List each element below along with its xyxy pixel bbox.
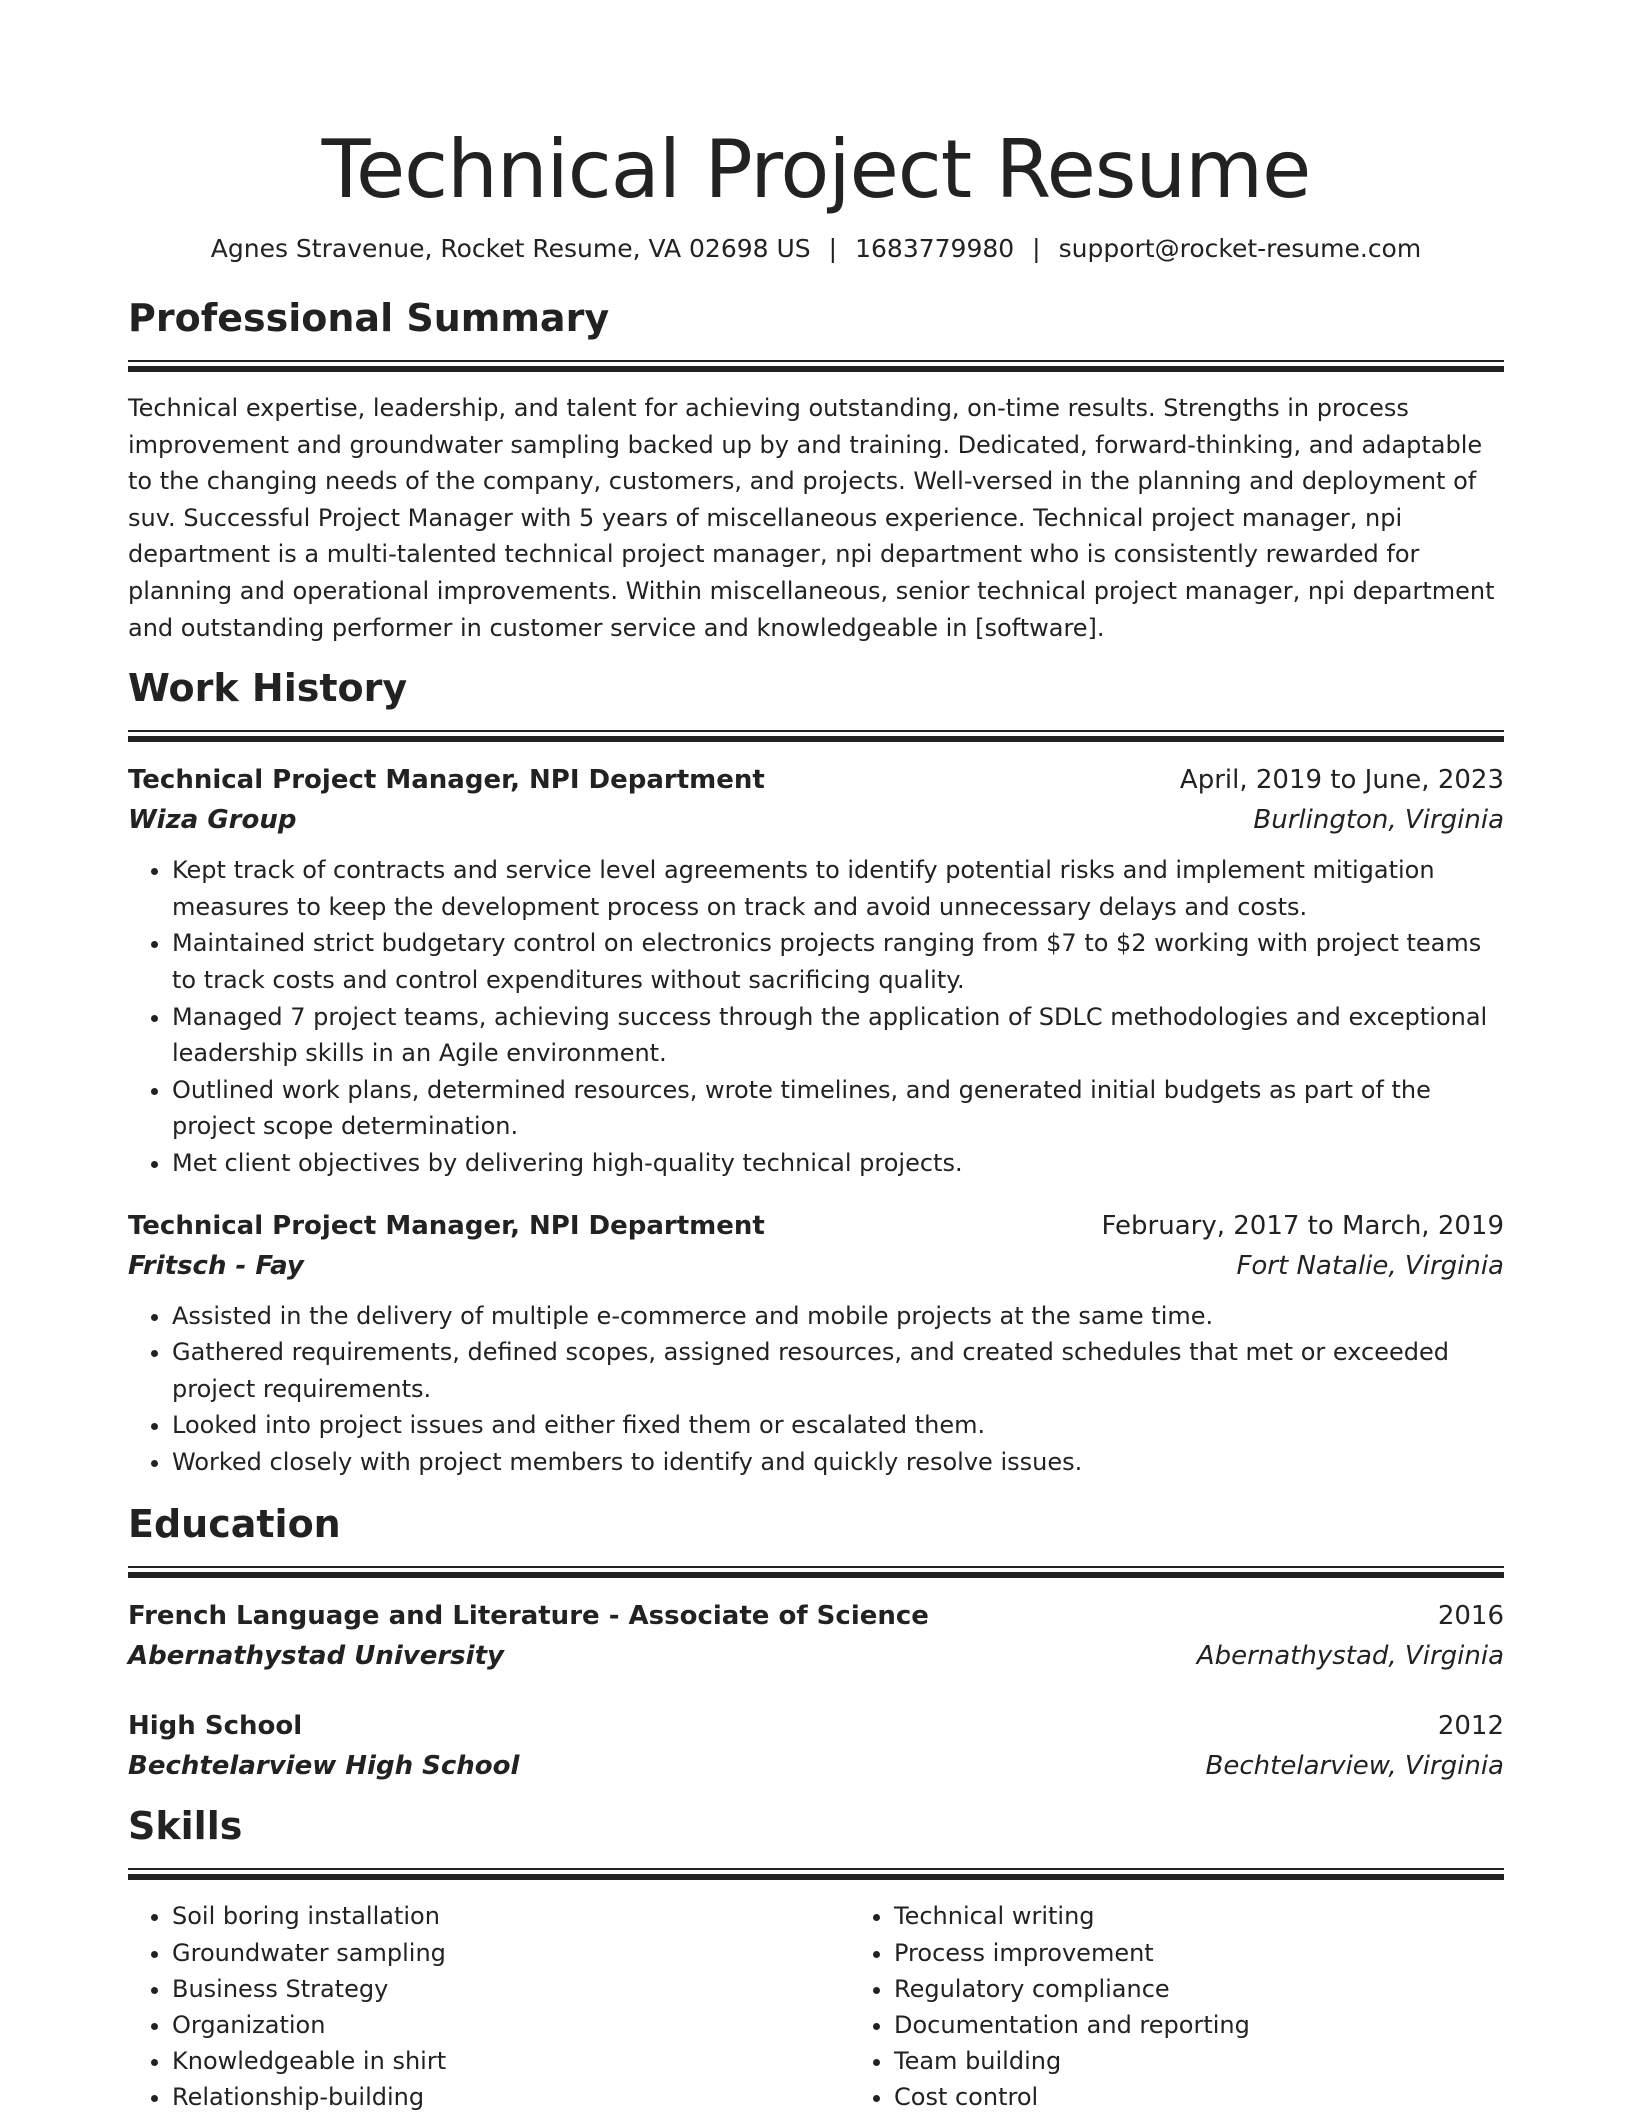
contact-email: support@rocket-resume.com xyxy=(1058,234,1422,263)
education-year: 2016 xyxy=(1437,1601,1504,1632)
job-bullet: • Assisted in the delivery of multiple e-commerce and mobile projects at the same time. xyxy=(172,1298,1504,1335)
summary-text: Technical expertise, leadership, and talent for achieving outstanding, on-time results. Strengths in process improvement and groundwater sampling backed up by and training. Dedicated, forward-thinking, and adaptable to the changing needs of the company, customers, and projects. Well-versed in the planning and deployment of suv. Successful Project Manager with 5 years of miscellaneous experience. Technical project manager, npi department is a multi-talented technical project manager, npi department who is consistently rewarded for planning and operational improvements. Within miscellaneous, senior technical project manager, npi department and outstanding performer in customer service and knowledgeable in [software]. xyxy=(128,394,1495,642)
job-dates: April, 2019 to June, 2023 xyxy=(1179,765,1504,796)
skills-list-right xyxy=(850,1898,1572,2115)
section-divider xyxy=(128,360,1504,372)
skill-item: • Process improvement xyxy=(894,1935,1572,1971)
job-bullet: • Maintained strict budgetary control on electronics projects ranging from $7 to $2 working with project teams to track costs and control expenditures without sacrificing quality. xyxy=(172,925,1504,998)
education-year: 2012 xyxy=(1437,1711,1504,1742)
education-entry xyxy=(128,1596,1504,1676)
resume-title: Technical Project Resume xyxy=(321,123,1311,216)
education-school: Abernathystad University xyxy=(128,1641,504,1672)
summary-heading: Professional Summary xyxy=(128,296,610,340)
skill-item: • Soil boring installation xyxy=(172,1898,850,1934)
skill-item: • Groundwater sampling xyxy=(172,1935,850,1971)
job-entry xyxy=(128,1206,1504,1481)
contact-phone: 1683779980 xyxy=(855,234,1015,263)
work-history-section xyxy=(128,664,1504,1480)
resume-page xyxy=(128,0,1504,2116)
skill-item: • Knowledgeable in shirt xyxy=(172,2043,850,2079)
skill-item: • Technical writing xyxy=(894,1898,1572,1934)
skill-item: • Cost control xyxy=(894,2079,1572,2115)
education-school: Bechtelarview High School xyxy=(128,1751,520,1782)
education-location: Abernathystad, Virginia xyxy=(1196,1641,1504,1672)
job-bullet: • Outlined work plans, determined resources, wrote timelines, and generated initial budgets as part of the project scope determination. xyxy=(172,1072,1504,1145)
section-divider xyxy=(128,730,1504,742)
skills-section xyxy=(128,1802,1504,2115)
job-bullet: • Gathered requirements, defined scopes, assigned resources, and created schedules that met or exceeded project requirements. xyxy=(172,1334,1504,1407)
skills-columns xyxy=(128,1898,1504,2115)
job-bullet: • Worked closely with project members to identify and quickly resolve issues. xyxy=(172,1444,1504,1481)
contact-separator: | xyxy=(1032,234,1041,263)
job-title: Technical Project Manager, NPI Department xyxy=(128,765,765,796)
skill-item: • Documentation and reporting xyxy=(894,2007,1572,2043)
job-location: Fort Natalie, Virginia xyxy=(1236,1250,1504,1281)
job-company: Wiza Group xyxy=(128,805,297,836)
education-entry xyxy=(128,1706,1504,1786)
skill-item: • Regulatory compliance xyxy=(894,1971,1572,2007)
work-history-heading: Work History xyxy=(128,666,408,711)
education-section xyxy=(128,1500,1504,1786)
job-bullets xyxy=(128,852,1504,1181)
job-bullet: • Met client objectives by delivering high-quality technical projects. xyxy=(172,1145,1504,1182)
summary-section xyxy=(128,294,1504,646)
skills-heading: Skills xyxy=(128,1804,243,1849)
job-company: Fritsch - Fay xyxy=(128,1250,304,1281)
skill-item: • Organization xyxy=(172,2007,850,2043)
job-bullets xyxy=(128,1298,1504,1481)
education-degree: High School xyxy=(128,1711,303,1742)
skill-item: • Team building xyxy=(894,2043,1572,2079)
job-bullet: • Looked into project issues and either fixed them or escalated them. xyxy=(172,1407,1504,1444)
contact-separator: | xyxy=(828,234,838,263)
contact-line xyxy=(128,232,1504,266)
section-divider xyxy=(128,1566,1504,1578)
skill-item: • Business Strategy xyxy=(172,1971,850,2007)
contact-address: Agnes Stravenue, Rocket Resume, VA 02698 US xyxy=(210,234,811,263)
job-location: Burlington, Virginia xyxy=(1253,805,1504,836)
skill-item: • Relationship-building xyxy=(172,2079,850,2115)
job-entry xyxy=(128,760,1504,1181)
skills-list-left xyxy=(128,1898,850,2115)
education-location: Bechtelarview, Virginia xyxy=(1205,1751,1504,1782)
job-bullet: • Kept track of contracts and service level agreements to identify potential risks and implement mitigation measures to keep the development process on track and avoid unnecessary delays and costs. xyxy=(172,852,1504,925)
education-degree: French Language and Literature - Associate of Science xyxy=(128,1601,929,1632)
section-divider xyxy=(128,1868,1504,1880)
education-heading: Education xyxy=(128,1502,341,1547)
job-dates: February, 2017 to March, 2019 xyxy=(1101,1210,1504,1241)
job-bullet: • Managed 7 project teams, achieving success through the application of SDLC methodologies and exceptional leadership skills in an Agile environment. xyxy=(172,999,1504,1072)
job-title: Technical Project Manager, NPI Department xyxy=(128,1210,765,1241)
